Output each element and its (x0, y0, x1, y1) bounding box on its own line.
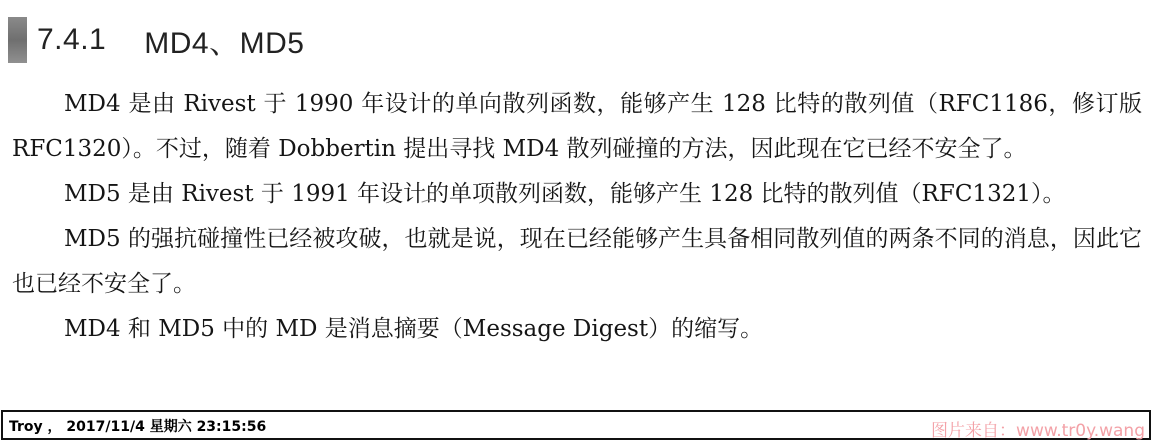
paragraph-md5-intro: MD5 是由 Rivest 于 1991 年设计的单项散列函数，能够产生 128 比特的散列值（RFC1321）。 (64, 181, 1066, 207)
paragraph-md5-broken: MD5 的强抗碰撞性已经被攻破，也就是说，现在已经能够产生具备相同散列值的两条不同的消息，因此它也已经不安全了。 (12, 226, 1142, 297)
watermark-text: 图片来自：www.tr0y.wang (931, 421, 1145, 441)
section-title: MD4、MD5 (144, 27, 305, 60)
paragraph-md-meaning: MD4 和 MD5 中的 MD 是消息摘要（Message Digest）的缩写。 (64, 316, 764, 342)
section-number: 7.4.1 (37, 23, 107, 56)
timestamp-text: Troy ， 2017/11/4 星期六 23:15:56 (9, 419, 267, 435)
heading-marker-bar (8, 17, 27, 63)
status-box (1, 410, 1151, 440)
paragraph-md4: MD4 是由 Rivest 于 1990 年设计的单向散列函数，能够产生 128 比特的散列值（RFC1186，修订版 RFC1320）。不过，随着 Dobbertin 提出寻找 MD4 散列碰撞的方法，因此现在它已经不安全了。 (12, 91, 1142, 162)
body-text (12, 82, 1142, 352)
status-bar (0, 408, 1151, 440)
section-heading (8, 16, 304, 64)
